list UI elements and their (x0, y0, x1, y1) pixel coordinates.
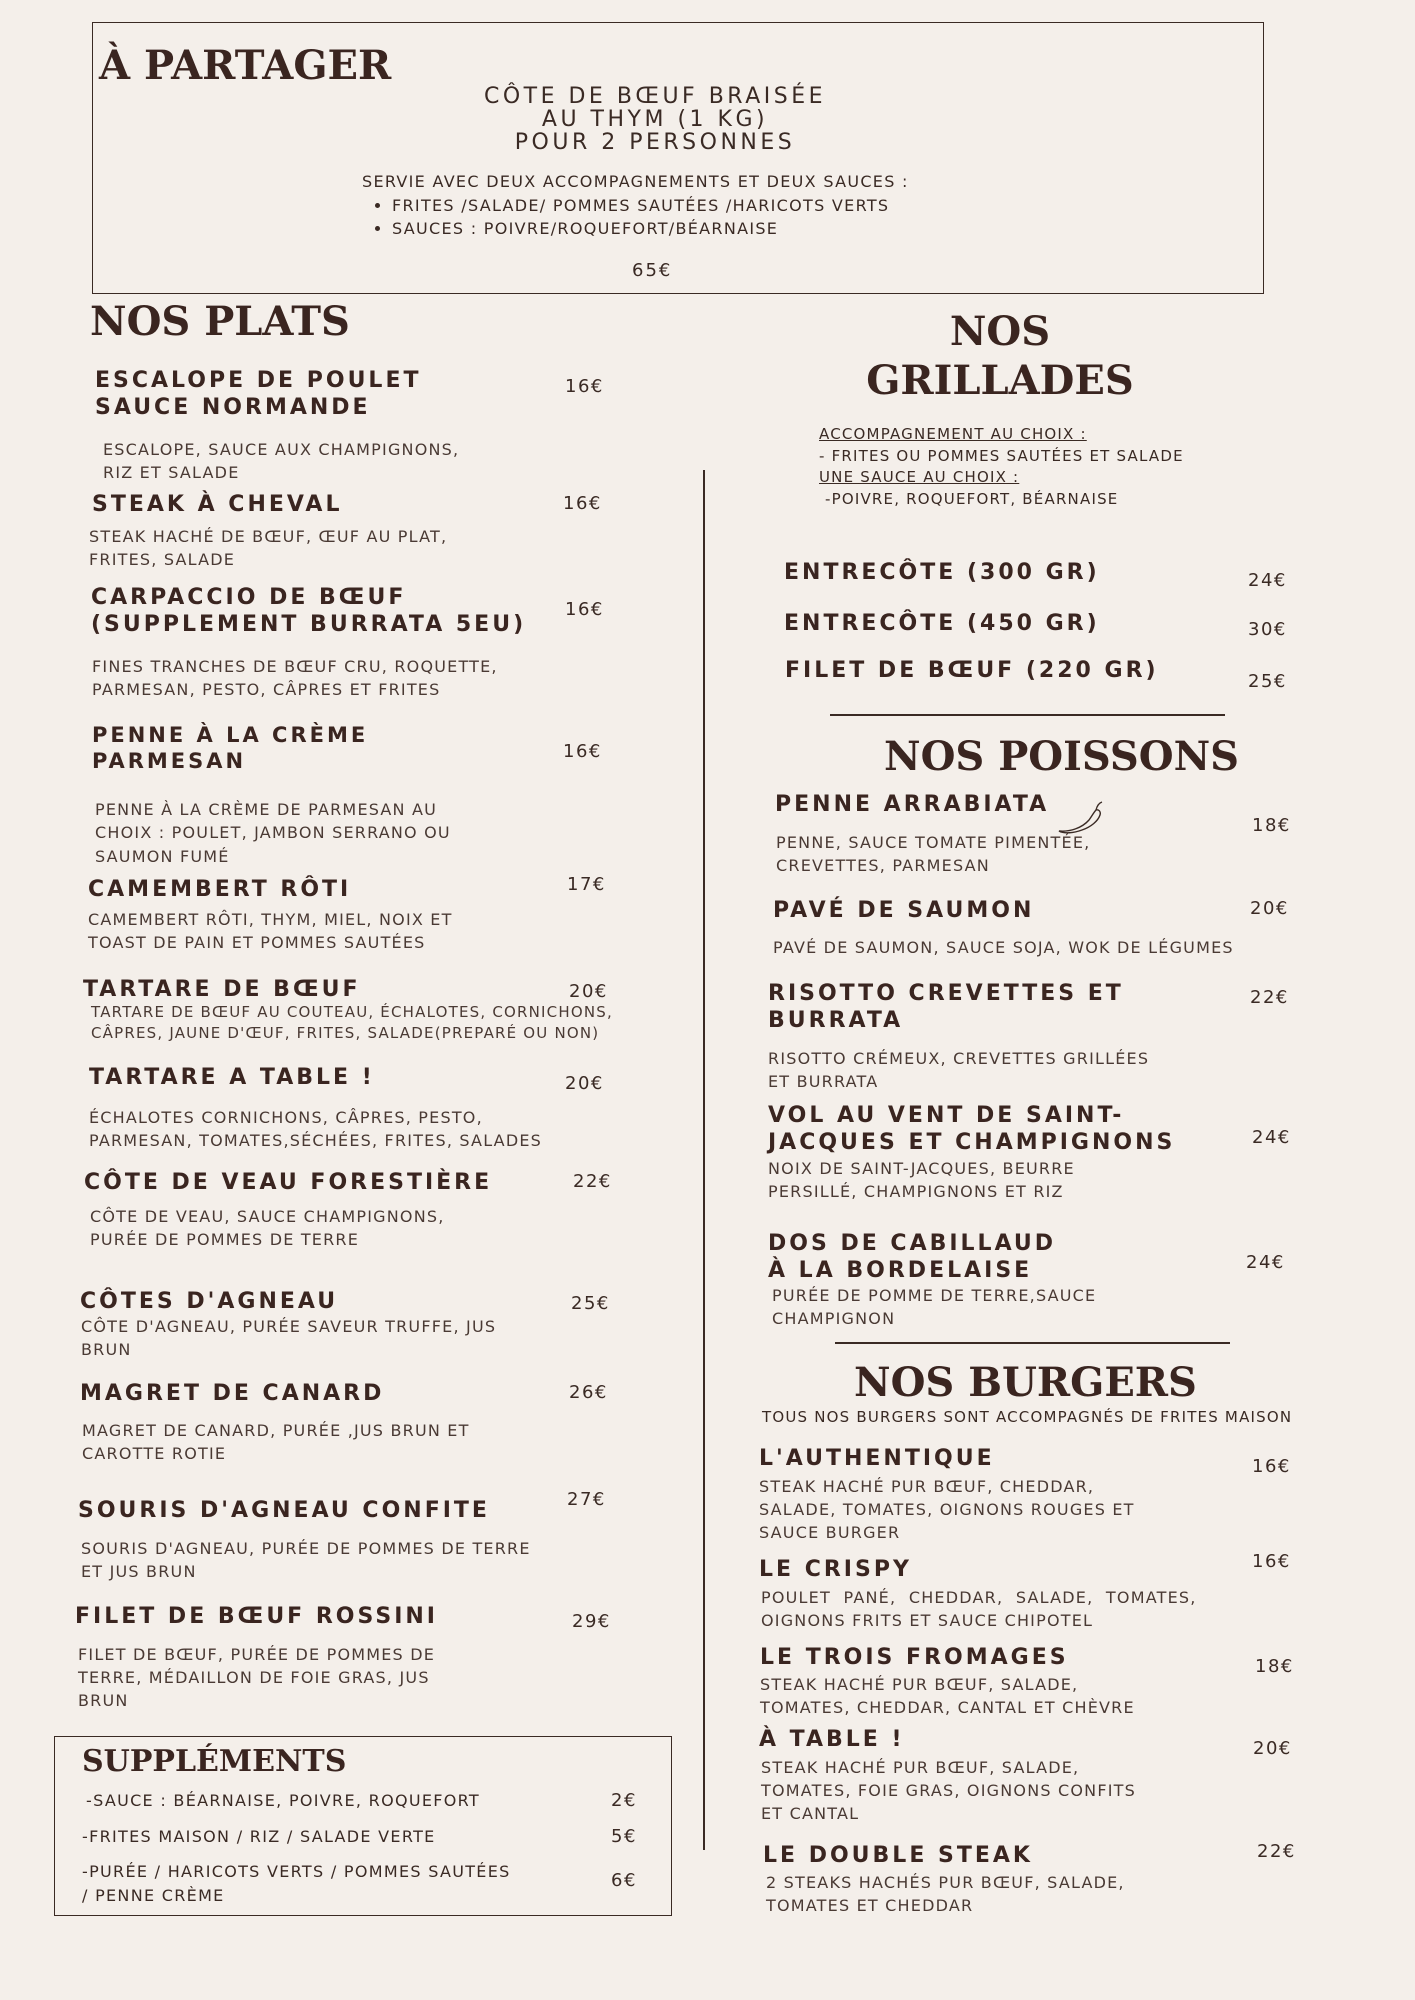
plat-item (95, 368, 459, 484)
dish-name: STEAK À CHEVAL (92, 492, 343, 517)
dish-name: LE TROIS FROMAGES (760, 1645, 1069, 1670)
dish-desc: PENNE, SAUCE TOMATE PIMENTÉE, CREVETTES, PARMESAN (776, 832, 1091, 876)
dish-price: 30€ (1248, 619, 1287, 640)
plat-item (78, 1498, 531, 1583)
plat-item (80, 1289, 496, 1361)
sauce-value: -POIVRE, ROQUEFORT, BÉARNAISE (819, 489, 1119, 508)
grillades-title: NOS GRILLADES (866, 308, 1134, 404)
dish-name: TARTARE A TABLE ! (89, 1065, 375, 1090)
share-dish-line: AU THYM (1 KG) (541, 107, 769, 133)
poisson-item (768, 981, 1149, 1093)
grillades-accompaniment (819, 424, 1184, 510)
dish-name: ESCALOPE DE POULET SAUCE NORMANDE (95, 368, 422, 420)
section-rule (835, 1342, 1230, 1344)
dish-desc: FINES TRANCHES DE BŒUF CRU, ROQUETTE, PARMESAN, PESTO, CÂPRES ET FRITES (92, 656, 498, 699)
poisson-item (775, 792, 1090, 877)
dish-desc: PURÉE DE POMME DE TERRE,SAUCE CHAMPIGNON (772, 1285, 1097, 1328)
share-bullet-list (365, 194, 889, 240)
share-bullet: • SAUCES : POIVRE/ROQUEFORT/BÉARNAISE (392, 217, 889, 240)
share-price: 65€ (632, 260, 673, 281)
dish-desc: NOIX DE SAINT-JACQUES, BEURRE PERSILLÉ, CHAMPIGNONS ET RIZ (768, 1158, 1075, 1201)
burger-item (759, 1557, 1197, 1632)
dish-name: CAMEMBERT RÔTI (88, 877, 352, 902)
dish-price: 18€ (1252, 815, 1291, 836)
dish-desc: CAMEMBERT RÔTI, THYM, MIEL, NOIX ET TOAST DE PAIN ET POMMES SAUTÉES (88, 909, 453, 953)
dish-name: RISOTTO CREVETTES ET BURRATA (768, 981, 1124, 1033)
dish-desc: PENNE À LA CRÈME DE PARMESAN AU CHOIX : POULET, JAMBON SERRANO OU SAUMON FUMÉ (95, 800, 451, 866)
supplement-price: 5€ (611, 1826, 637, 1847)
share-dish (410, 85, 900, 154)
poisson-item (768, 1103, 1175, 1203)
plats-title: NOS PLATS (90, 298, 350, 345)
poisson-item (768, 1231, 1096, 1330)
plat-item (92, 723, 451, 868)
dish-price: 22€ (573, 1171, 612, 1192)
dish-price: 16€ (563, 741, 602, 762)
plat-item (80, 1381, 470, 1465)
poissons-title: NOS POISSONS (884, 733, 1240, 780)
dish-price: 18€ (1255, 1656, 1294, 1677)
plat-item (84, 1170, 492, 1251)
plat-item (89, 1065, 542, 1152)
dish-price: 29€ (572, 1611, 611, 1632)
dish-name: VOL AU VENT DE SAINT- JACQUES ET CHAMPIGNONS (768, 1103, 1176, 1155)
dish-price: 17€ (567, 874, 606, 895)
share-served: SERVIE AVEC DEUX ACCOMPAGNEMENTS ET DEUX SAUCES : (362, 172, 909, 191)
supplement-price: 2€ (611, 1790, 637, 1811)
column-divider (703, 470, 705, 1850)
dish-name: SOURIS D'AGNEAU CONFITE (78, 1498, 490, 1523)
plat-item (88, 877, 453, 954)
share-bullet: • FRITES /SALADE/ POMMES SAUTÉES /HARICOTS VERTS (392, 194, 889, 217)
burger-item (763, 1843, 1125, 1917)
dish-name: À TABLE ! (759, 1727, 905, 1752)
dish-price: 16€ (565, 376, 604, 397)
dish-price: 22€ (1250, 987, 1289, 1008)
supplement-label: -PURÉE / HARICOTS VERTS / POMMES SAUTÉES / PENNE CRÈME (82, 1862, 511, 1905)
dish-price: 27€ (567, 1489, 606, 1510)
dish-name: L'AUTHENTIQUE (759, 1446, 995, 1471)
dish-name: LE CRISPY (759, 1557, 912, 1582)
dish-desc: STEAK HACHÉ PUR BŒUF, CHEDDAR, SALADE, TOMATES, OIGNONS ROUGES ET SAUCE BURGER (759, 1476, 1135, 1543)
dish-name: MAGRET DE CANARD (80, 1381, 385, 1406)
share-dish-line: POUR 2 PERSONNES (514, 130, 796, 156)
dish-price: 24€ (1252, 1127, 1291, 1148)
chili-pepper-icon (1056, 800, 1104, 840)
plat-item (89, 492, 448, 571)
dish-desc: POULET PANÉ, CHEDDAR, SALADE, TOMATES, OIGNONS FRITS ET SAUCE CHIPOTEL (761, 1587, 1197, 1631)
share-title: À PARTAGER (97, 38, 397, 93)
dish-desc: TARTARE DE BŒUF AU COUTEAU, ÉCHALOTES, CORNICHONS, CÂPRES, JAUNE D'ŒUF, FRITES, SALADE(PREPARÉ OU NON) (91, 1002, 613, 1042)
dish-price: 20€ (1253, 1738, 1292, 1759)
dish-desc: MAGRET DE CANARD, PURÉE ,JUS BRUN ET CAROTTE ROTIE (82, 1420, 470, 1464)
dish-name: FILET DE BŒUF (220 GR) (785, 658, 1159, 683)
accompaniment-value: - FRITES OU POMMES SAUTÉES ET SALADE (819, 446, 1184, 465)
dish-desc: PAVÉ DE SAUMON, SAUCE SOJA, WOK DE LÉGUMES (773, 937, 1234, 957)
dish-desc: ESCALOPE, SAUCE AUX CHAMPIGNONS, RIZ ET SALADE (103, 439, 460, 482)
supplement-label: -SAUCE : BÉARNAISE, POIVRE, ROQUEFORT (86, 1791, 480, 1810)
dish-desc: STEAK HACHÉ DE BŒUF, ŒUF AU PLAT, FRITES, SALADE (89, 526, 448, 570)
dish-name: ENTRECÔTE (450 GR) (784, 611, 1100, 636)
burger-item (759, 1446, 1135, 1544)
dish-price: 16€ (565, 599, 604, 620)
burger-item (760, 1645, 1135, 1719)
burgers-subtitle: TOUS NOS BURGERS SONT ACCOMPAGNÉS DE FRITES MAISON (762, 1408, 1293, 1426)
dish-name: FILET DE BŒUF ROSSINI (75, 1604, 438, 1629)
dish-price: 22€ (1257, 1841, 1296, 1862)
share-dish-line: CÔTE DE BŒUF BRAISÉE (483, 84, 826, 109)
dish-name: PENNE À LA CRÈME PARMESAN (92, 723, 369, 773)
dish-name: TARTARE DE BŒUF (83, 977, 361, 1002)
supplements-title: SUPPLÉMENTS (82, 1744, 347, 1779)
supplement-price: 6€ (611, 1870, 637, 1891)
dish-price: 24€ (1248, 570, 1287, 591)
section-rule (830, 714, 1225, 716)
dish-price: 20€ (565, 1073, 604, 1094)
dish-name: ENTRECÔTE (300 GR) (784, 560, 1100, 585)
sauce-label: UNE SAUCE AU CHOIX : (819, 468, 1020, 486)
dish-desc: CÔTE DE VEAU, SAUCE CHAMPIGNONS, PURÉE DE POMMES DE TERRE (90, 1206, 445, 1250)
dish-name: CÔTES D'AGNEAU (80, 1289, 339, 1314)
dish-desc: STEAK HACHÉ PUR BŒUF, SALADE, TOMATES, FOIE GRAS, OIGNONS CONFITS ET CANTAL (761, 1757, 1137, 1824)
dish-desc: ÉCHALOTES CORNICHONS, CÂPRES, PESTO, PARMESAN, TOMATES,SÉCHÉES, FRITES, SALADES (89, 1107, 543, 1151)
dish-desc: 2 STEAKS HACHÉS PUR BŒUF, SALADE, TOMATES ET CHEDDAR (766, 1872, 1125, 1916)
dish-name: DOS DE CABILLAUD À LA BORDELAISE (768, 1231, 1057, 1283)
dish-desc: STEAK HACHÉ PUR BŒUF, SALADE, TOMATES, CHEDDAR, CANTAL ET CHÈVRE (760, 1674, 1135, 1718)
dish-price: 26€ (569, 1382, 608, 1403)
plat-item (75, 1604, 438, 1712)
plat-item (91, 585, 526, 701)
dish-price: 20€ (569, 981, 608, 1002)
supplement-label: -FRITES MAISON / RIZ / SALADE VERTE (82, 1827, 436, 1846)
poisson-item (773, 898, 1234, 959)
dish-name: CARPACCIO DE BŒUF (SUPPLEMENT BURRATA 5EU) (91, 585, 527, 637)
plat-item (83, 977, 613, 1044)
burger-item (759, 1727, 1136, 1825)
dish-price: 16€ (1252, 1551, 1291, 1572)
dish-name: PAVÉ DE SAUMON (773, 898, 1035, 923)
burgers-title: NOS BURGERS (854, 1359, 1197, 1406)
dish-name: PENNE ARRABIATA (775, 792, 1050, 817)
dish-desc: CÔTE D'AGNEAU, PURÉE SAVEUR TRUFFE, JUS BRUN (81, 1316, 497, 1360)
dish-price: 24€ (1246, 1252, 1285, 1273)
dish-price: 16€ (1252, 1456, 1291, 1477)
accompaniment-label: ACCOMPAGNEMENT AU CHOIX : (819, 425, 1087, 443)
dish-price: 20€ (1250, 898, 1289, 919)
dish-desc: FILET DE BŒUF, PURÉE DE POMMES DE TERRE, MÉDAILLON DE FOIE GRAS, JUS BRUN (78, 1644, 436, 1711)
dish-name: CÔTE DE VEAU FORESTIÈRE (84, 1170, 493, 1195)
dish-price: 25€ (571, 1293, 610, 1314)
dish-price: 16€ (563, 493, 602, 514)
dish-desc: SOURIS D'AGNEAU, PURÉE DE POMMES DE TERRE ET JUS BRUN (81, 1538, 531, 1582)
dish-price: 25€ (1248, 671, 1287, 692)
dish-name: LE DOUBLE STEAK (763, 1843, 1033, 1868)
dish-desc: RISOTTO CRÉMEUX, CREVETTES GRILLÉES ET BURRATA (768, 1048, 1150, 1091)
